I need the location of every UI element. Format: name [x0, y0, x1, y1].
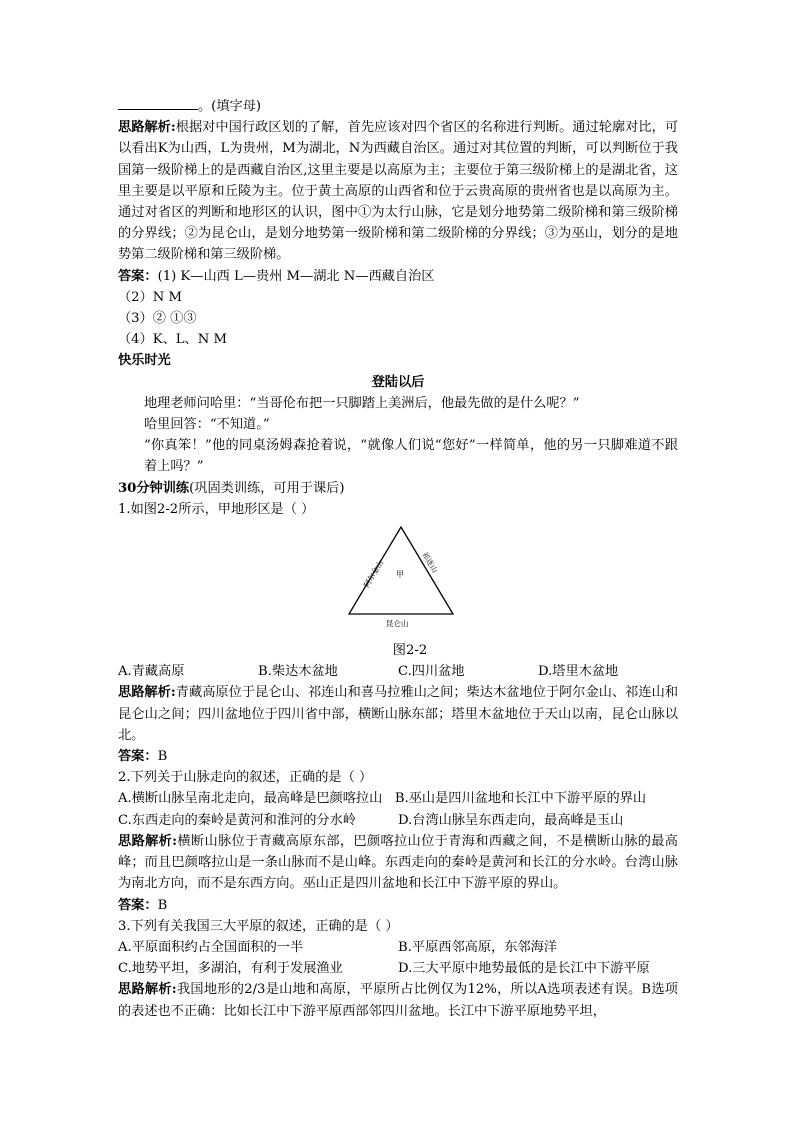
question-2-analysis — [118, 831, 678, 895]
drill-note: (巩固类训练，可用于课后) — [189, 480, 345, 496]
option-d: D.塔里木盆地 — [538, 664, 619, 680]
question-2-options-cd — [118, 810, 678, 831]
triangle-diagram — [346, 524, 456, 628]
drill-heading — [118, 478, 678, 499]
analysis-text: 青藏高原位于昆仑山、祁连山和喜马拉雅山之间；柴达木盆地位于阿尔金山、祁连山和昆仑山之间；四川盆地位于四川省中部，横断山脉东部；塔里木盆地位于天山以南，昆仑山脉以北。 — [118, 685, 679, 743]
label-qilian: 祁连山 — [420, 550, 440, 575]
label-altun: 阿尔金山 — [361, 558, 386, 590]
answer-label: 答案： — [118, 897, 158, 913]
question-2-options-ab — [118, 788, 678, 809]
answer-line-1 — [118, 266, 678, 287]
option-a: A.横断山脉呈南北走向，最高峰是巴颜喀拉山 — [118, 791, 383, 807]
blank-underline — [118, 96, 198, 110]
question-3-options-ab — [118, 937, 678, 958]
question-1-analysis — [118, 682, 678, 746]
analysis-text: 我国地形的2/3是山地和高原，平原所占比例仅为12%，所以A选项表述有误。B选项的表述也不正确：比如长江中下游平原西部邻四川盆地。长江中下游平原地势平坦， — [118, 982, 678, 1019]
option-b: B.巫山是四川盆地和长江中下游平原的界山 — [394, 791, 647, 807]
analysis-label: 思路解析: — [118, 833, 178, 849]
story-title: 登陆以后 — [371, 374, 425, 390]
question-3-options-cd — [118, 958, 678, 979]
answer-text: (1) K—山西 L—贵州 M—湖北 N—西藏自治区 — [157, 268, 435, 284]
question-1-options — [118, 661, 678, 682]
label-kunlun: 昆仑山 — [386, 619, 409, 629]
document-page — [118, 96, 678, 1022]
fill-blank-line — [118, 96, 678, 117]
option-d: D.三大平原中地势最低的是长江中下游平原 — [398, 961, 650, 977]
question-2-answer — [118, 895, 678, 916]
analysis-label: 思路解析: — [118, 685, 176, 701]
figure-2-2 — [118, 524, 678, 642]
question-1-answer — [118, 746, 678, 767]
analysis-label: 思路解析: — [118, 120, 176, 136]
analysis-text: 横断山脉位于青藏高原东部，巴颜喀拉山位于青海和西藏之间，不是横断山脉的最高峰；而且巴颜喀拉山是一条山脉而不是山峰。东西走向的秦岭是黄河和长江的分水岭。台湾山脉为南北方向，而不是东西方向。巫山正是四川盆地和长江中下游平原的界山。 — [118, 833, 678, 892]
drill-title: 30分钟训练 — [118, 480, 190, 496]
analysis-label: 思路解析: — [118, 982, 177, 998]
story-paragraph-3: “你真笨！”他的同桌汤姆森抢着说，“就像人们说“您好”一样简单，他的另一只脚难道不跟着上吗？” — [144, 438, 678, 475]
answer-label: 答案： — [118, 749, 158, 765]
story-paragraph-2: 哈里回答：“不知道。” — [144, 417, 270, 433]
option-b: B.平原西邻高原，东邻海洋 — [398, 939, 557, 955]
section-heading-fun: 快乐时光 — [118, 353, 171, 369]
answer-line-2: （2）N M — [118, 289, 182, 305]
option-a: A.青藏高原 — [118, 664, 185, 680]
figure-caption: 图2-2 — [392, 643, 428, 659]
fill-blank-suffix: 。(填字母) — [198, 99, 262, 114]
question-1-stem: 1.如图2-2所示，甲地形区是（ ） — [118, 501, 315, 517]
answer-value: B — [157, 749, 168, 765]
option-d: D.台湾山脉呈东西走向，最高峰是玉山 — [398, 812, 624, 828]
option-a: A.平原面积约占全国面积的一半 — [118, 939, 304, 955]
label-jia: 甲 — [396, 570, 404, 580]
analysis-paragraph-1 — [118, 117, 678, 265]
answer-value: B — [157, 897, 168, 913]
answer-label: 答案： — [118, 268, 158, 284]
option-c: C.地势平坦，多湖泊，有利于发展渔业 — [118, 961, 343, 977]
answer-line-3: （3）② ①③ — [118, 311, 197, 327]
story-paragraph-1: 地理老师问哈里：“当哥伦布把一只脚踏上美洲后，他最先做的是什么呢？” — [144, 395, 580, 411]
question-3-stem: 3.下列有关我国三大平原的叙述，正确的是（ ） — [118, 918, 399, 934]
answer-line-4: （4）K、L、N M — [118, 332, 227, 348]
question-3-analysis — [118, 979, 678, 1021]
option-c: C.东西走向的秦岭是黄河和淮河的分水岭 — [118, 812, 356, 828]
question-2-stem: 2.下列关于山脉走向的叙述，正确的是（ ） — [118, 770, 373, 786]
option-c: C.四川盆地 — [398, 664, 465, 680]
option-b: B.柴达木盆地 — [258, 664, 338, 680]
analysis-text: 根据对中国行政区划的了解，首先应该对四个省区的名称进行判断。通过轮廓对比，可以看出K为山西，L为贵州，M为湖北，N为西藏自治区。通过对其位置的判断，可以判断位于我国第一级阶梯上的是西藏自治区,这里主要是以高原为主；主要位于第三级阶梯上的是湖北省，这里主要是以平原和丘陵为主。位于黄土高原的山西省和位于云贵高原的贵州省也是以高原为主。通过对省区的判断和地形区的认识，图中①为太行山脉，它是划分地势第二级阶梯和第三级阶梯的分界线；②为昆仑山，是划分地势第一级阶梯和第二级阶梯的分界线；③为巫山，划分的是地势第二级阶梯和第三级阶梯。 — [118, 120, 679, 263]
